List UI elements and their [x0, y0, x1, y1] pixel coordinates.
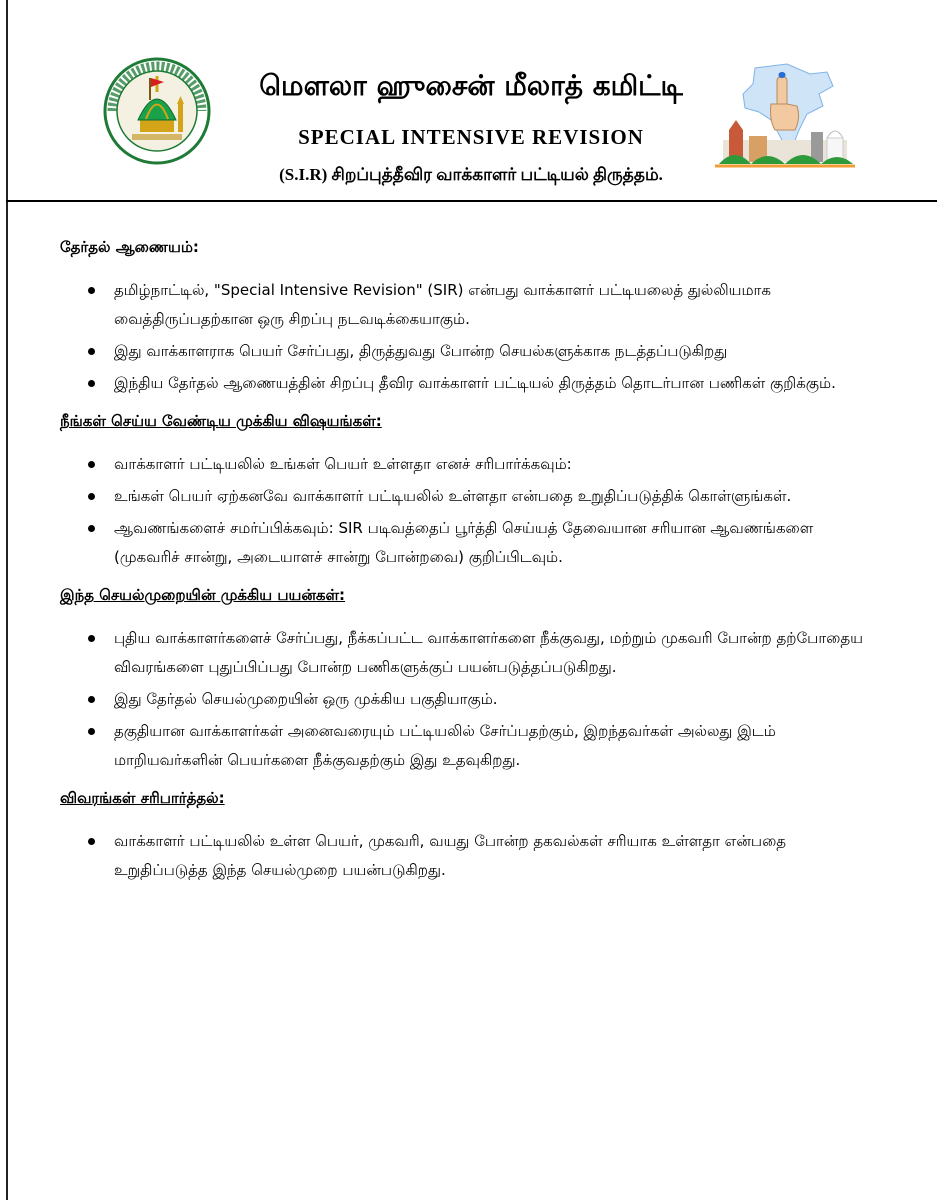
- organization-title: மௌலா ஹுசைன் மீலாத் கமிட்டி: [259, 69, 683, 102]
- section-things-to-do: [60, 410, 880, 572]
- list-item: ஆவணங்களைச் சமர்ப்பிக்கவும்: SIR படிவத்தைப் பூர்த்தி செய்யத் தேவையான சரியான ஆவணங்களை (முகவரிச் சான்று, அடையாளச் சான்று போன்றவை) குறிப்பிடவும்.: [60, 514, 865, 572]
- section-election-commission: [60, 236, 880, 398]
- list-item: தமிழ்நாட்டில், "Special Intensive Revision" (SIR) என்பது வாக்காளர் பட்டியலைத் துல்லியமாக வைத்திருப்பதற்கான ஒரு சிறப்பு நடவடிக்கையாகும்.: [60, 276, 865, 334]
- section-verification: [60, 787, 880, 885]
- india-map-voting-finger-icon: [715, 60, 855, 170]
- list-item: இது தேர்தல் செயல்முறையின் ஒரு முக்கிய பகுதியாகும்.: [60, 685, 865, 714]
- document-body: [60, 236, 880, 897]
- bullet-icon: [88, 287, 95, 294]
- section-heading: இந்த செயல்முறையின் முக்கிய பயன்கள்:: [60, 586, 346, 604]
- bullet-list: [60, 450, 880, 572]
- header-divider: [6, 200, 937, 202]
- bullet-icon: [88, 380, 95, 387]
- section-heading: விவரங்கள் சரிபார்த்தல்:: [60, 789, 225, 807]
- list-item: இந்திய தேர்தல் ஆணையத்தின் சிறப்பு தீவிர வாக்காளர் பட்டியல் திருத்தம் தொடர்பான பணிகள் குறிக்கும்.: [60, 369, 865, 398]
- list-item: உங்கள் பெயர் ஏற்கனவே வாக்காளர் பட்டியலில் உள்ளதா என்பதை உறுதிப்படுத்திக் கொள்ளுங்கள்.: [60, 482, 865, 511]
- bullet-icon: [88, 493, 95, 500]
- bullet-icon: [88, 525, 95, 532]
- bullet-list: [60, 827, 880, 885]
- bullet-icon: [88, 728, 95, 735]
- committee-logo-icon: [102, 56, 212, 166]
- bullet-icon: [88, 348, 95, 355]
- list-item: இது வாக்காளராக பெயர் சேர்ப்பது, திருத்துவது போன்ற செயல்களுக்காக நடத்தப்படுகிறது: [60, 337, 865, 366]
- bullet-icon: [88, 838, 95, 845]
- list-item: தகுதியான வாக்காளர்கள் அனைவரையும் பட்டியலில் சேர்ப்பதற்கும், இறந்தவர்கள் அல்லது இடம் மாறியவர்களின் பெயர்களை நீக்குவதற்கும் இது உதவுகிறது.: [60, 717, 865, 775]
- section-heading: தேர்தல் ஆணையம்:: [60, 238, 199, 256]
- section-benefits: [60, 584, 880, 775]
- bullet-icon: [88, 696, 95, 703]
- document-header: [0, 0, 937, 205]
- list-item: வாக்காளர் பட்டியலில் உள்ள பெயர், முகவரி, வயது போன்ற தகவல்கள் சரியாக உள்ளதா என்பதை உறுதிப்படுத்த இந்த செயல்முறை பயன்படுகிறது.: [60, 827, 865, 885]
- list-item: புதிய வாக்காளர்களைச் சேர்ப்பது, நீக்கப்பட்ட வாக்காளர்களை நீக்குவது, மற்றும் முகவரி போன்ற தற்போதைய விவரங்களை புதுப்பிப்பது போன்ற பணிகளுக்குப் பயன்படுத்தப்படுகிறது.: [60, 624, 865, 682]
- list-item: வாக்காளர் பட்டியலில் உங்கள் பெயர் உள்ளதா எனச் சரிபார்க்கவும்:: [60, 450, 865, 479]
- bullet-list: [60, 624, 880, 775]
- sir-subtitle: (S.I.R) சிறப்புத்தீவிர வாக்காளர் பட்டியல் திருத்தம்.: [279, 165, 663, 184]
- sir-title: SPECIAL INTENSIVE REVISION: [298, 125, 644, 149]
- bullet-list: [60, 276, 880, 398]
- bullet-icon: [88, 461, 95, 468]
- section-heading: நீங்கள் செய்ய வேண்டிய முக்கிய விஷயங்கள்:: [60, 412, 382, 430]
- bullet-icon: [88, 635, 95, 642]
